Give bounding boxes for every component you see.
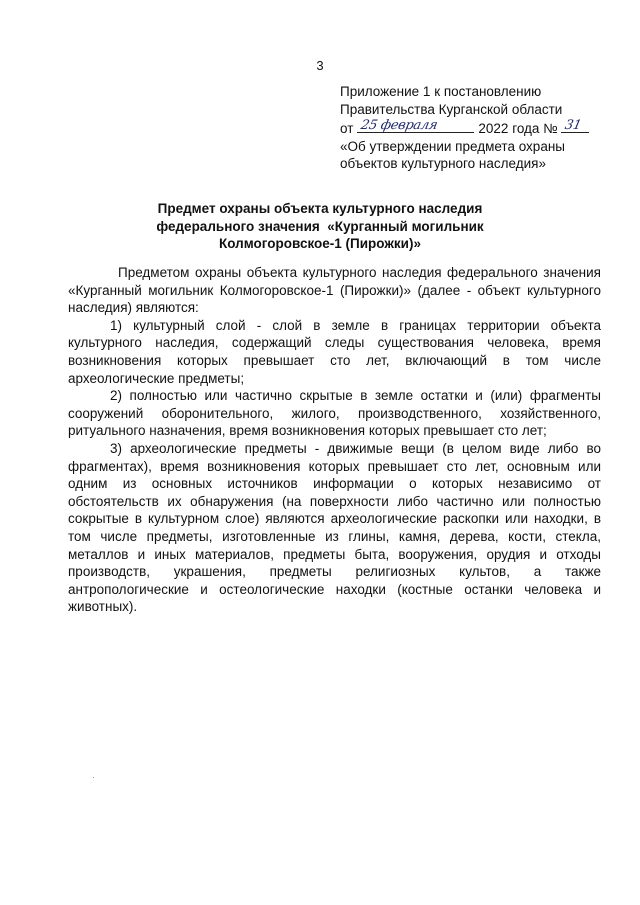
appendix-line-1: Приложение 1 к постановлению <box>340 84 542 99</box>
handwritten-date: 25 февраля <box>359 117 440 133</box>
scan-speck <box>93 777 94 778</box>
intro-paragraph: Предметом охраны объекта культурного наследия федерального значения «Курганный могильник Колмогоровское-1 (Пирожки)» (далее - объект культурного наследия) являются: <box>68 265 601 316</box>
appendix-date-line <box>340 118 610 138</box>
appendix-line-4: «Об утверждении предмета охраны <box>340 138 565 154</box>
item-2-paragraph: 2) полностью или частично скрытые в земле остатки и (или) фрагменты сооружений оборонительного, жилого, производственного, хозяйственного, ритуального назначения, время возникновения которых превышает сто лет; <box>68 388 601 439</box>
title-line-3: Колмогоровское-1 (Пирожки)» <box>219 236 421 251</box>
document-body <box>68 264 601 616</box>
page-number: 3 <box>316 58 324 73</box>
appendix-line-2: Правительства Курганской области <box>340 101 563 117</box>
appendix-block <box>340 83 610 173</box>
date-blank <box>357 118 474 133</box>
appendix-line-5: объектов культурного наследия» <box>340 156 546 171</box>
handwritten-number: 31 <box>563 117 583 133</box>
item-1-paragraph: 1) культурный слой - слой в земле в границах территории объекта культурного наследия, содержащий следы существования человека, время возникновения которых превышает сто лет, включающий в том числе археологические предметы; <box>68 317 601 386</box>
title-line-1: Предмет охраны объекта культурного наследия <box>157 201 483 216</box>
year-text: 2022 года № <box>478 121 558 136</box>
title-line-2: федерального значения «Курганный могильник <box>156 218 484 234</box>
document-title <box>0 200 640 253</box>
date-prefix: от <box>340 121 354 136</box>
number-blank <box>561 118 589 133</box>
item-3-paragraph: 3) археологические предметы - движимые вещи (в целом виде либо во фрагментах), время возникновения которых превышает сто лет, основным или одним из основных источников информации о которых независимо от обстоятельств их обнаружения (на поверхности либо частично или полностью сокрытые в культурном слое) являются археологические раскопки или находки, в том числе предметы, изготовленные из глины, камня, дерева, кости, стекла, металлов и иных материалов, предметы быта, вооружения, орудия и отходы производств, украшения, предметы религиозных культов, а также антропологические и остеологические находки (костные останки человека и животных). <box>68 440 601 615</box>
